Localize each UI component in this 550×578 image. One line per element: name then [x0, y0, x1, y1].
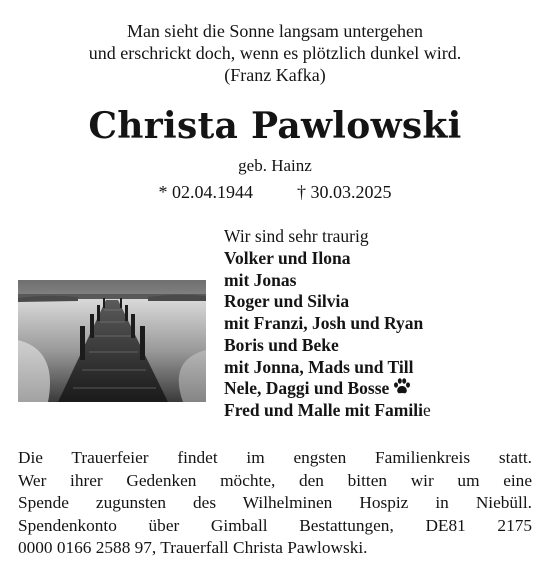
- mourner-line-last-tail: e: [422, 399, 431, 420]
- birth-date: * 02.04.1944: [158, 182, 253, 202]
- mourner-line: Roger und Silvia: [224, 291, 350, 312]
- death-date: † 30.03.2025: [297, 182, 392, 202]
- paw-print-icon: [393, 378, 411, 395]
- quote-block: [0, 20, 550, 86]
- notice-line: Die Trauerfeier findet im engsten Familienkreis statt.: [18, 448, 532, 467]
- notice-line: Spende zugunsten des Wilhelminen Hospiz in Niebüll.: [18, 493, 532, 512]
- mourner-line-last: [224, 400, 544, 422]
- quote-line-2: und erschrickt doch, wenn es plötzlich dunkel wird.: [88, 43, 462, 63]
- mourner-line: mit Jonna, Mads und Till: [224, 356, 414, 377]
- quote-line-1: Man sieht die Sonne langsam untergehen: [126, 21, 424, 41]
- mourner-line: Volker und Ilona: [224, 248, 351, 268]
- mourners-list: [224, 224, 544, 422]
- life-dates: [0, 180, 550, 204]
- notice-line: Wer ihrer Gedenken möchte, den bitten wir um eine: [18, 470, 532, 490]
- notice-line: 0000 0166 2588 97, Trauerfall Christa Pawlowski.: [18, 538, 368, 557]
- mourners-intro: Wir sind sehr traurig: [224, 226, 369, 246]
- funeral-notice: [18, 447, 532, 560]
- mourner-line: mit Jonas: [224, 269, 297, 290]
- jetty-photo: [18, 280, 206, 402]
- mourner-line-with-paw: [224, 378, 544, 400]
- notice-line: Spendenkonto über Gimball Bestattungen, DE81 2175: [18, 515, 532, 535]
- deceased-name: Christa Pawlowski: [88, 105, 462, 147]
- mourner-line: mit Franzi, Josh und Ryan: [224, 313, 424, 334]
- mourner-line: Boris und Beke: [224, 334, 339, 355]
- quote-author: (Franz Kafka): [224, 65, 326, 85]
- mourner-line-text: Nele, Daggi und Bosse: [224, 378, 390, 399]
- mourner-line-last-bold: Fred und Malle mit Famili: [224, 399, 423, 420]
- birth-name: geb. Hainz: [238, 156, 312, 175]
